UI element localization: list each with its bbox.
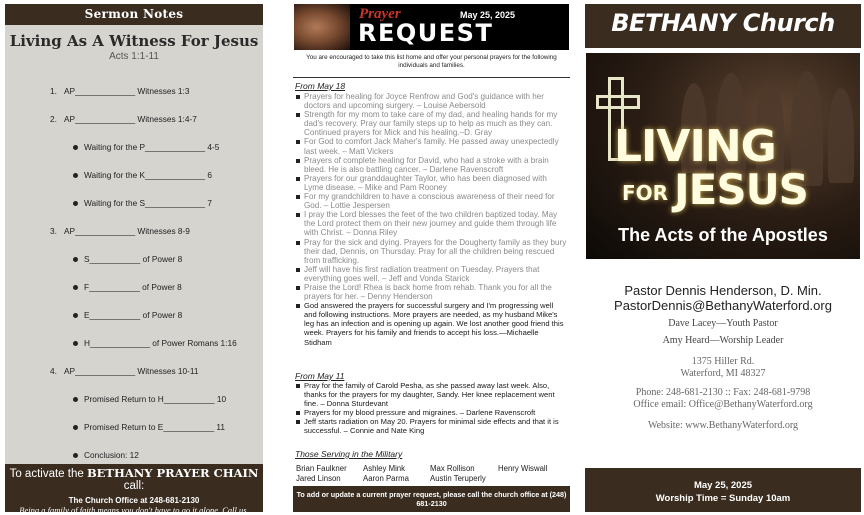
bullet-icon bbox=[73, 173, 78, 178]
prayer-request-item: Jeff will have his first radiation treatment on Tuesday. Prayers that everything goes well. – Jeff and Vonda Starick bbox=[295, 265, 567, 283]
military-member-name: Austin Teruperly bbox=[430, 474, 486, 483]
outline-subpoint bbox=[73, 170, 212, 180]
poster-living: LIVING bbox=[614, 121, 776, 172]
prayer-intro: You are encouraged to take this list home and offer your personal prayers for the following individuals and families. bbox=[306, 54, 557, 69]
section-heading-may-11: From May 11 bbox=[295, 371, 345, 381]
prayer-request-item: For my grandchildren to have a conscious awareness of their need for God. – Lottie Jespersen bbox=[295, 192, 567, 210]
family-of-faith-tagline: Being a family of faith means you don't have to go it alone. Call us. bbox=[19, 505, 249, 515]
outline-subpoint bbox=[73, 198, 212, 208]
prayer-request-item: Praise the Lord! Rhea is back home from rehab. Thank you for all the prayers for her. – Denny Henderson bbox=[295, 283, 567, 301]
bullet-icon bbox=[73, 425, 78, 430]
outline-point bbox=[50, 366, 199, 376]
outline-text: F___________ of Power 8 bbox=[84, 282, 182, 292]
outline-text: AP_____________ Witnesses 8-9 bbox=[64, 226, 190, 236]
military-member-name: Aaron Parma bbox=[363, 474, 409, 483]
worship-time: Worship Time = Sunday 10am bbox=[655, 493, 791, 504]
outline-text: Promised Return to H___________ 10 bbox=[84, 394, 227, 404]
banner-prayer-word: Prayer bbox=[359, 6, 401, 22]
outline-point bbox=[50, 114, 197, 124]
outline-point bbox=[50, 86, 189, 96]
poster-figure bbox=[828, 88, 854, 183]
service-date: May 25, 2025 bbox=[693, 480, 753, 491]
outline-text: Waiting for the P_____________ 4-5 bbox=[84, 142, 220, 152]
office-email: Office email: Office@BethanyWaterford.org bbox=[633, 399, 813, 410]
poster-for: FOR bbox=[622, 181, 669, 205]
outline-subpoint bbox=[73, 282, 182, 292]
prayer-request-item: Prayers for my blood pressure and migraines. – Darlene Ravenscroft bbox=[295, 408, 567, 417]
scripture-reference: Acts 1:1-11 bbox=[109, 51, 159, 62]
outline-text: AP_____________ Witnesses 1:4-7 bbox=[64, 114, 197, 124]
outline-subpoint bbox=[73, 338, 237, 348]
prayer-chain-activate: To activate the BETHANY PRAYER CHAIN call: bbox=[9, 466, 259, 492]
military-member-name: Ashley Mink bbox=[363, 464, 406, 473]
outline-text: E___________ of Power 8 bbox=[84, 310, 183, 320]
pastor-name: Pastor Dennis Henderson, D. Min. bbox=[624, 283, 822, 298]
service-footer bbox=[585, 468, 861, 512]
banner-date: May 25, 2025 bbox=[460, 10, 516, 20]
banner-request-word: REQUEST bbox=[358, 19, 494, 47]
outline-text: Conclusion: 12 bbox=[84, 450, 139, 460]
sermon-series-poster bbox=[586, 53, 860, 259]
outline-text: Waiting for the K_____________ 6 bbox=[84, 170, 212, 180]
pastor-email: PastorDennis@BethanyWaterford.org bbox=[614, 298, 832, 313]
praying-hands-image bbox=[294, 4, 350, 50]
outline-text: H_____________ of Power Romans 1:16 bbox=[84, 338, 237, 348]
outline-subpoint bbox=[73, 142, 219, 152]
divider bbox=[293, 77, 570, 78]
prayer-request-item: God answered the prayers for successful surgery and I'm progressing well and following instructions. More prayers are needed, as my husband Mike's leg has an infection and is opening up again. We lost another good friend this week. Prayers for his family and friends to accept his loss.—Michaelle Stidham bbox=[295, 301, 567, 346]
worship-leader: Amy Heard—Worship Leader bbox=[662, 335, 784, 346]
cross-icon-bar bbox=[596, 95, 640, 109]
prayer-list-may-11 bbox=[295, 381, 567, 436]
website: Website: www.BethanyWaterford.org bbox=[647, 420, 798, 431]
prayer-request-item: Jeff starts radiation on May 20. Prayers for minimal side effects and that it is successful. – Connie and Nate King bbox=[295, 417, 567, 435]
church-name: BETHANY Church bbox=[611, 9, 835, 37]
poster-subtitle: The Acts of the Apostles bbox=[618, 225, 828, 245]
prayer-request-item: For God to comfort Jack Maher's family. He passed away unexpectedly last week. – Matt Vickers bbox=[295, 137, 567, 155]
outline-subpoint bbox=[73, 254, 182, 264]
prayer-request-footer: To add or update a current prayer request, please call the church office at (248) 681-2130 bbox=[293, 486, 570, 512]
military-member-name: Brian Faulkner bbox=[296, 464, 347, 473]
military-member-name: Henry Wiswall bbox=[498, 464, 548, 473]
bullet-icon bbox=[73, 313, 78, 318]
sermon-notes-header: Sermon Notes bbox=[5, 4, 263, 25]
outline-text: AP_____________ Witnesses 1:3 bbox=[64, 86, 190, 96]
outline-text: Promised Return to E___________ 11 bbox=[84, 422, 225, 432]
outline-text: Waiting for the S_____________ 7 bbox=[84, 198, 212, 208]
outline-subpoint bbox=[73, 394, 226, 404]
phone-fax: Phone: 248-681-2130 :: Fax: 248-681-9798 bbox=[635, 387, 811, 398]
prayer-request-item: I pray the Lord blesses the feet of the two children baptized today. May the Lord protect them on their new journey and guide them through life with Christ. – Donna Riley bbox=[295, 210, 567, 237]
sermon-notes-panel bbox=[5, 4, 263, 515]
bullet-icon bbox=[73, 397, 78, 402]
military-member-name: Jared Linson bbox=[296, 474, 341, 483]
outline-number: 3. bbox=[50, 226, 57, 236]
prayer-chain-footer bbox=[5, 464, 263, 515]
prayer-request-item: Prayers of complete healing for David, who had a stroke with a brain bleed. He is also battling cancer. – Darlene Ravenscroft bbox=[295, 156, 567, 174]
poster-jesus: JESUS bbox=[674, 165, 808, 214]
prayer-list-may-18 bbox=[295, 92, 567, 347]
sermon-outline bbox=[5, 62, 263, 462]
prayer-request-item: Pray for the sick and dying. Prayers for the Dougherty family as they bury their dad, Dennis, on Thursday. Pray for all the children being rescued from trafficking. bbox=[295, 238, 567, 265]
bullet-icon bbox=[73, 257, 78, 262]
church-info-panel bbox=[585, 4, 861, 512]
sermon-title: Living As A Witness For Jesus bbox=[9, 32, 259, 50]
bullet-icon bbox=[73, 453, 78, 458]
outline-text: S___________ of Power 8 bbox=[84, 254, 183, 264]
outline-text: AP_____________ Witnesses 10-11 bbox=[64, 366, 199, 376]
church-header bbox=[585, 4, 861, 48]
outline-number: 4. bbox=[50, 366, 57, 376]
military-member-name: Max Rollison bbox=[430, 464, 475, 473]
bullet-icon bbox=[73, 285, 78, 290]
outline-number: 2. bbox=[50, 114, 57, 124]
section-heading-may-18: From May 18 bbox=[295, 81, 346, 91]
address-line-1: 1375 Hiller Rd. bbox=[691, 356, 755, 367]
outline-subpoint bbox=[73, 422, 225, 432]
prayer-request-item: Strength for my mom to take care of my dad, and healing hands for my dad's recovery. Pray our family steps up to help as much as they can. Continued prayers for Mick and his healing.–D. Gray bbox=[295, 110, 567, 137]
bullet-icon bbox=[73, 341, 78, 346]
prayer-request-item: Prayers for our granddaughter Taylor, who has been diagnosed with Lyme disease. – Mike and Pam Rooney bbox=[295, 174, 567, 192]
bullet-icon bbox=[73, 145, 78, 150]
prayer-request-item: Pray for the family of Carold Pesha, as she passed away last week. Also, thanks for the prayers for my daughter, Sandy. Her knee replacement went fine. – Donna Sturdevant bbox=[295, 381, 567, 408]
prayer-request-item: Prayers for healing for Joyce Renfrow and God's guidance with her doctors and upcoming surgery. – Louise Aebersold bbox=[295, 92, 567, 110]
prayer-request-panel bbox=[293, 4, 570, 512]
youth-pastor: Dave Lacey—Youth Pastor bbox=[668, 318, 778, 329]
prayer-request-banner bbox=[294, 4, 569, 50]
outline-subpoint bbox=[73, 310, 182, 320]
outline-point bbox=[50, 226, 190, 236]
outline-subpoint bbox=[73, 450, 139, 460]
outline-number: 1. bbox=[50, 86, 57, 96]
church-office-phone: The Church Office at 248-681-2130 bbox=[68, 496, 200, 505]
bullet-icon bbox=[73, 201, 78, 206]
address-line-2: Waterford, MI 48327 bbox=[680, 368, 766, 379]
military-heading: Those Serving in the Military bbox=[295, 449, 403, 459]
